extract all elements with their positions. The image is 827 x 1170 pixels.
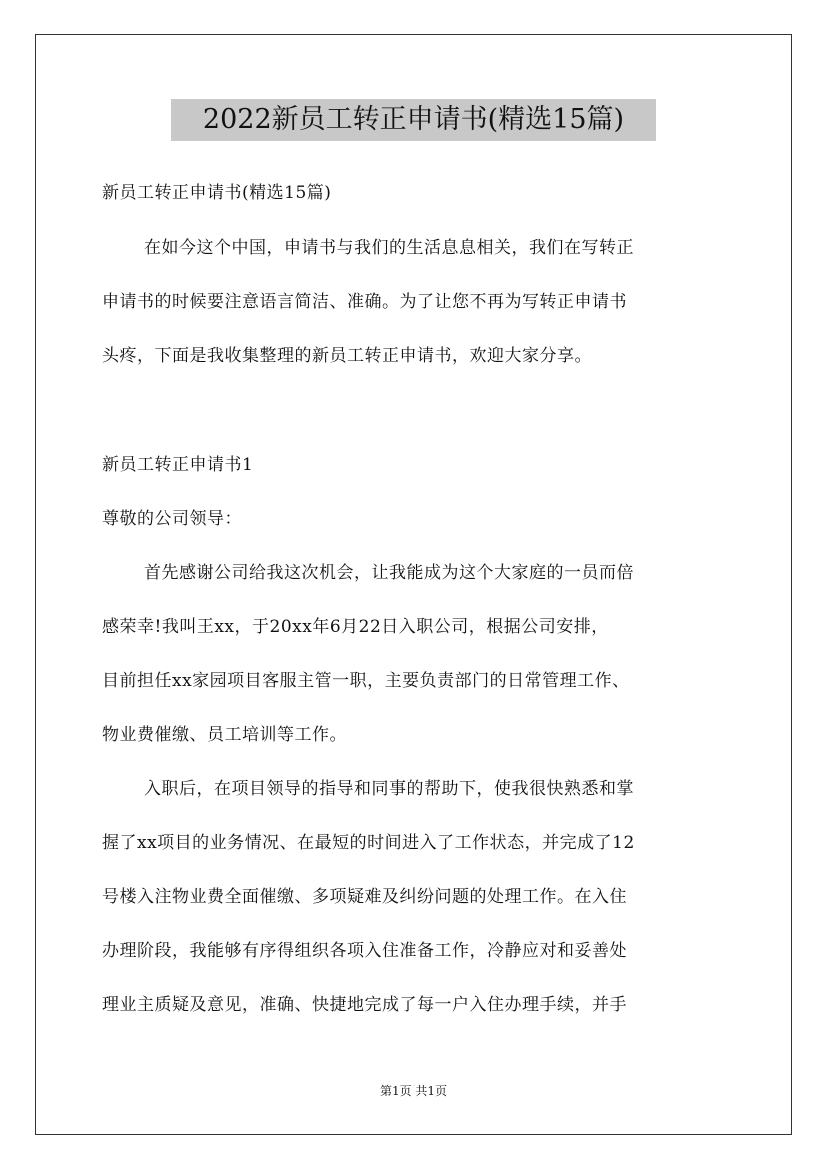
intro-line: 申请书的时候要注意语言简洁、准确。为了让您不再为写转正申请书 bbox=[102, 292, 627, 312]
intro-line: 在如今这个中国，申请书与我们的生活息息相关，我们在写转正 bbox=[144, 238, 634, 258]
paragraph-line: 入职后，在项目领导的指导和同事的帮助下，使我很快熟悉和掌 bbox=[144, 779, 634, 799]
salutation: 尊敬的公司领导： bbox=[102, 509, 242, 529]
paragraph-line: 握了xx项目的业务情况、在最短的时间进入了工作状态，并完成了12 bbox=[102, 833, 635, 853]
paragraph-line: 首先感谢公司给我这次机会，让我能成为这个大家庭的一员而倍 bbox=[144, 563, 634, 583]
section-heading: 新员工转正申请书1 bbox=[102, 455, 254, 475]
paragraph-line: 目前担任xx家园项目客服主管一职，主要负责部门的日常管理工作、 bbox=[102, 671, 630, 691]
paragraph-line: 物业费催缴、员工培训等工作。 bbox=[102, 725, 347, 745]
subtitle: 新员工转正申请书(精选15篇) bbox=[102, 183, 332, 203]
paragraph-line: 号楼入注物业费全面催缴、多项疑难及纠纷问题的处理工作。在入住 bbox=[102, 887, 627, 907]
paragraph-line: 理业主质疑及意见，准确、快捷地完成了每一户入住办理手续，并手 bbox=[102, 995, 627, 1015]
paragraph-line: 感荣幸!我叫王xx，于20xx年6月22日入职公司，根据公司安排， bbox=[102, 617, 609, 637]
page-footer: 第1页 共1页 bbox=[379, 1084, 448, 1098]
intro-line: 头疼，下面是我收集整理的新员工转正申请书，欢迎大家分享。 bbox=[102, 346, 592, 366]
paragraph-line: 办理阶段，我能够有序得组织各项入住准备工作，冷静应对和妥善处 bbox=[102, 941, 627, 961]
document-title: 2022新员工转正申请书(精选15篇) bbox=[171, 99, 656, 141]
